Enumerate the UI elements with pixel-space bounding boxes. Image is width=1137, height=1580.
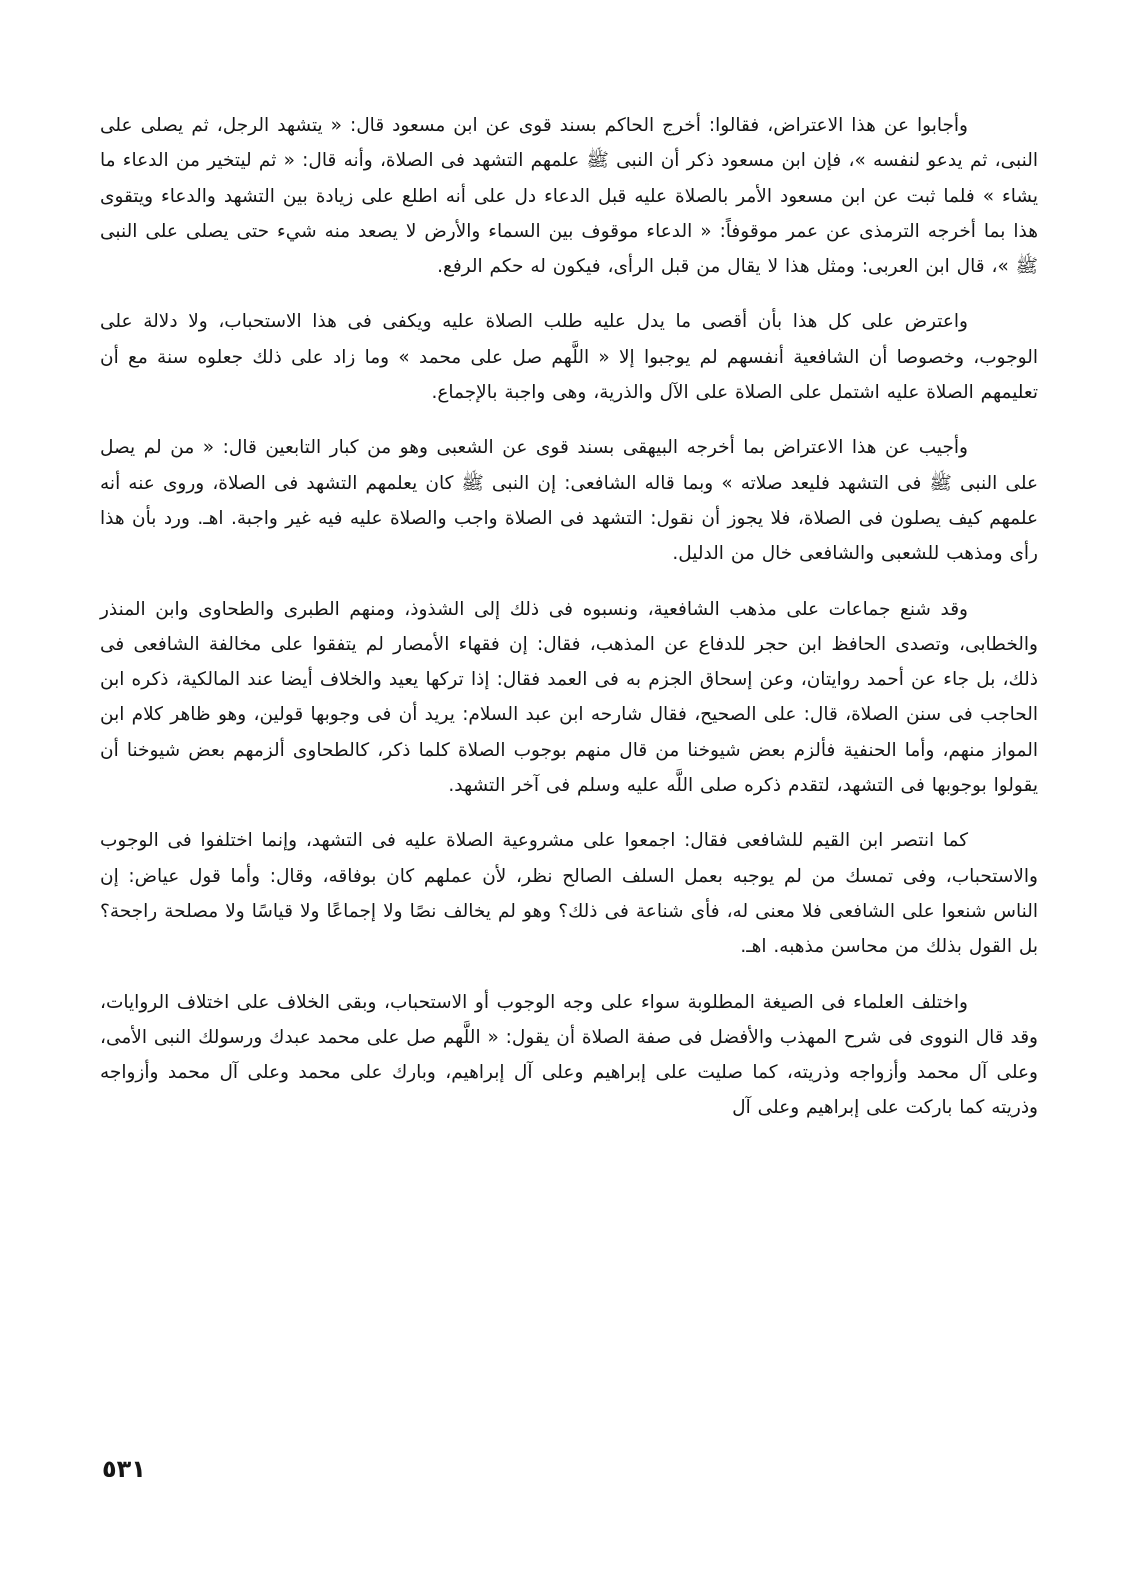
paragraph-5: كما انتصر ابن القيم للشافعى فقال: اجمعوا على مشروعية الصلاة عليه فى التشهد، وإنما اختلفوا فى الوجوب والاستحباب، وفى تمسك من لم يوجبه بعمل السلف الصالح نظر، لأن عملهم كان بوفاقه، وقال: وأما قول عياض: إن الناس شنعوا على الشافعى فلا معنى له، فأى شناعة فى ذلك؟ وهو لم يخالف نصًا ولا إجماعًا ولا قياسًا ولا مصلحة راجحة؟ بل القول بذلك من محاسن مذهبه. اهـ. xyxy=(100,830,1038,958)
paragraph-3: وأجيب عن هذا الاعتراض بما أخرجه البيهقى بسند قوى عن الشعبى وهو من كبار التابعين قال: « من لم يصل على النبى ﷺ فى التشهد فليعد صلاته » وبما قاله الشافعى: إن النبى ﷺ كان يعلمهم التشهد فى الصلاة، وروى عنه أنه علمهم كيف يصلون فى الصلاة، فلا يجوز أن نقول: التشهد فى الصلاة واجب والصلاة عليه فيه غير واجبة. اهـ. ورد بأن هذا رأى ومذهب للشعبى والشافعى خال من الدليل. xyxy=(100,437,1038,565)
paragraph-6: واختلف العلماء فى الصيغة المطلوبة سواء على وجه الوجوب أو الاستحباب، وبقى الخلاف على اختلاف الروايات، وقد قال النووى فى شرح المهذب والأفضل فى صفة الصلاة أن يقول: « اللَّهم صل على محمد عبدك ورسولك النبى الأمى، وعلى آل محمد وأزواجه وذريته، كما صليت على إبراهيم وعلى آل إبراهيم، وبارك على محمد وعلى آل محمد وأزواجه وذريته كما باركت على إبراهيم وعلى آل xyxy=(100,991,1038,1119)
paragraph-4: وقد شنع جماعات على مذهب الشافعية، ونسبوه فى ذلك إلى الشذوذ، ومنهم الطبرى والطحاوى وابن المنذر والخطابى، وتصدى الحافظ ابن حجر للدفاع عن المذهب، فقال: إن فقهاء الأمصار لم يتفقوا على مخالفة الشافعى فى ذلك، بل جاء عن أحمد روايتان، وعن إسحاق الجزم به فى العمد فقال: إذا تركها يعيد والخلاف أيضا عند المالكية، ذكره ابن الحاجب فى سنن الصلاة، قال: على الصحيح، فقال شارحه ابن عبد السلام: يريد أن فى وجوبها قولين، وهو ظاهر كلام ابن المواز منهم، وأما الحنفية فألزم بعض شيوخنا من قال منهم بوجوب الصلاة كلما ذكر، كالطحاوى ألزمهم بعض شيوخنا أن يقولوا بوجوبها فى التشهد، لتقدم ذكره صلى اللَّه عليه وسلم فى آخر التشهد. xyxy=(100,598,1038,797)
page-body xyxy=(100,108,1038,1146)
page-number: ٥٣١ xyxy=(102,1455,146,1483)
paragraph-1: وأجابوا عن هذا الاعتراض، فقالوا: أخرج الحاكم بسند قوى عن ابن مسعود قال: « يتشهد الرجل، ثم يصلى على النبى، ثم يدعو لنفسه »، فإن ابن مسعود ذكر أن النبى ﷺ علمهم التشهد فى الصلاة، وأنه قال: « ثم ليتخير من الدعاء ما يشاء » فلما ثبت عن ابن مسعود الأمر بالصلاة عليه قبل الدعاء دل على أنه اطلع على زيادة بين التشهد والدعاء ويتقوى هذا بما أخرجه الترمذى عن عمر موقوفاً: « الدعاء موقوف بين السماء والأرض لا يصعد منه شيء حتى يصلى على النبى ﷺ »، قال ابن العربى: ومثل هذا لا يقال من قبل الرأى، فيكون له حكم الرفع. xyxy=(100,115,1038,278)
paragraph-2: واعترض على كل هذا بأن أقصى ما يدل عليه طلب الصلاة عليه ويكفى فى هذا الاستحباب، ولا دلالة على الوجوب، وخصوصا أن الشافعية أنفسهم لم يوجبوا إلا « اللَّهم صل على محمد » وما زاد على ذلك جعلوه سنة مع أن تعليمهم الصلاة عليه اشتمل على الصلاة على الآل والذرية، وهى واجبة بالإجماع. xyxy=(100,311,1038,404)
